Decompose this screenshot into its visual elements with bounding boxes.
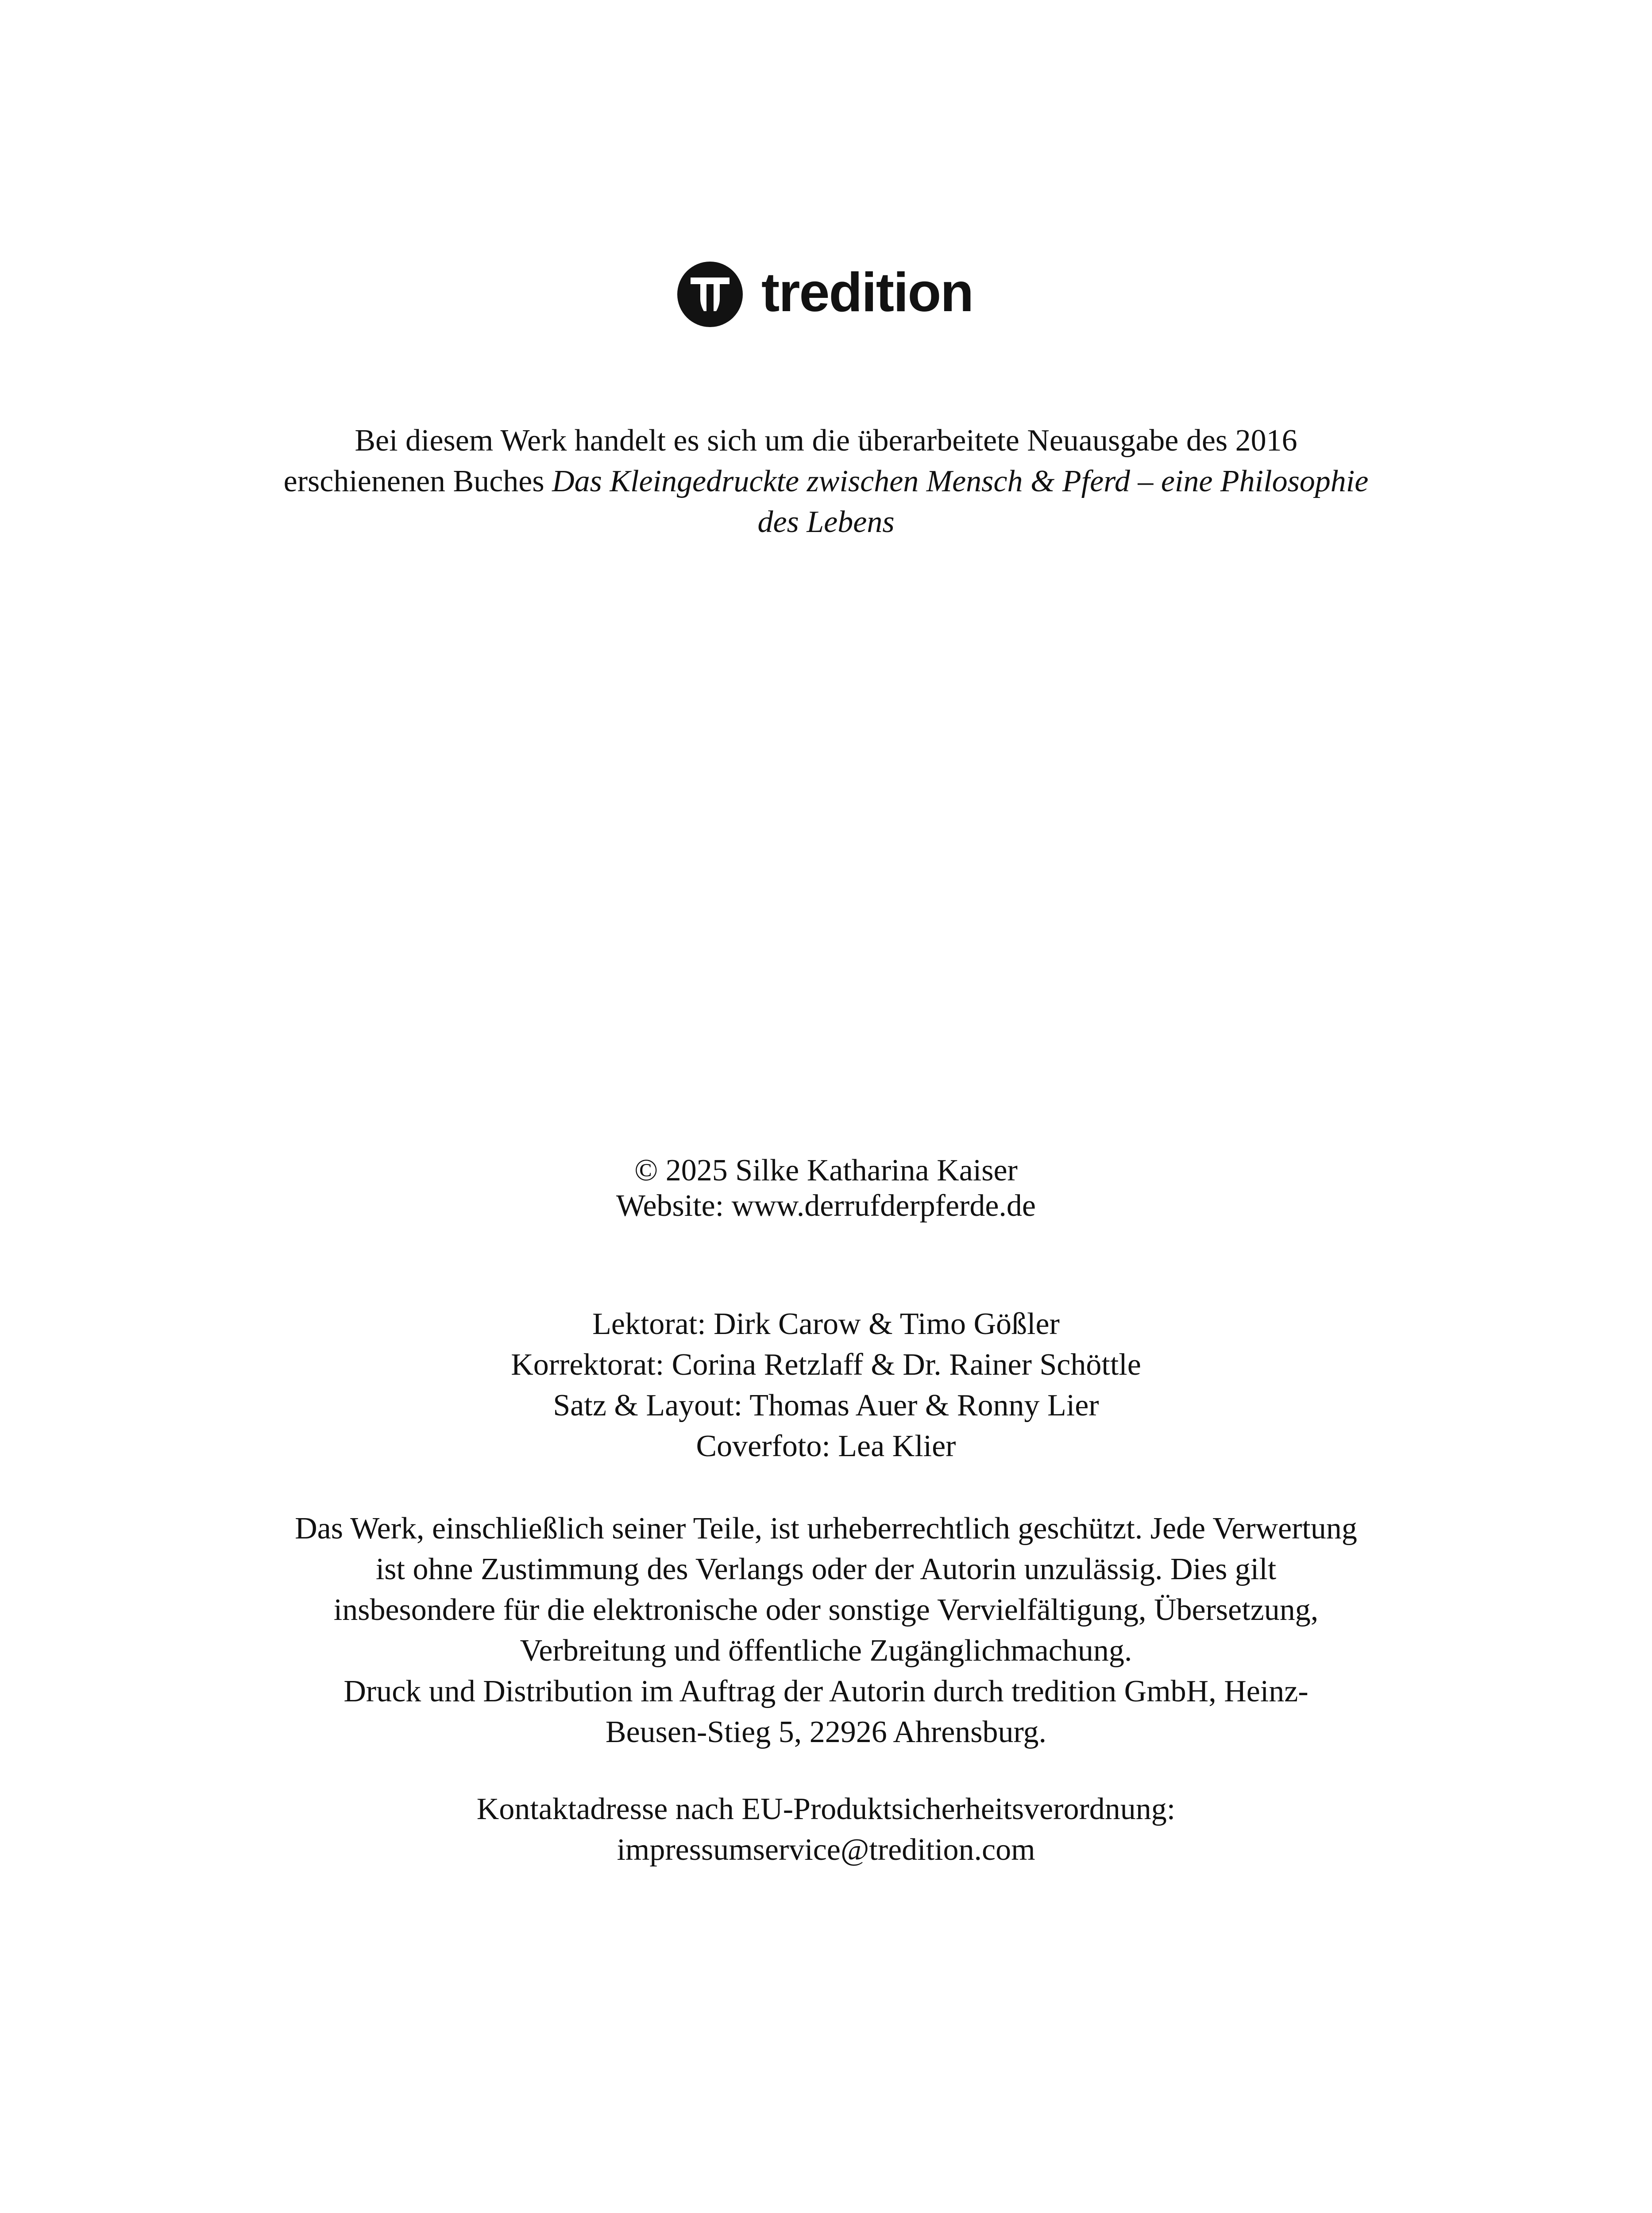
contact-block [0,1789,1652,1870]
edition-note-prefix: erschienenen Buches [283,464,552,498]
credits-block [0,1304,1652,1467]
contact-label: Kontaktadresse nach EU-Produktsicherheitsverordnung: [476,1792,1176,1826]
website-line: Website: www.derrufderpferde.de [616,1189,1036,1223]
credit-satz-layout: Satz & Layout: Thomas Auer & Ronny Lier [553,1388,1099,1423]
legal-line: Verbreitung und öffentliche Zugänglichmachung. [520,1634,1132,1668]
contact-email: impressumservice@tredition.com [617,1833,1035,1867]
previous-title-continued: des Lebens [757,505,895,539]
legal-line: Druck und Distribution im Auftrag der Autorin durch tredition GmbH, Heinz- [344,1674,1308,1708]
legal-line: ist ohne Zustimmung des Verlangs oder der Autorin unzulässig. Dies gilt [375,1552,1277,1586]
legal-line: Das Werk, einschließlich seiner Teile, ist urheberrechtlich geschützt. Jede Verwertung [295,1511,1357,1546]
credit-coverfoto: Coverfoto: Lea Klier [696,1429,956,1463]
legal-line: Beusen-Stieg 5, 22926 Ahrensburg. [605,1715,1047,1749]
edition-note-line-2 [0,461,1652,502]
previous-title: Das Kleingedruckte zwischen Mensch & Pferd – eine Philosophie [552,464,1369,498]
edition-note-line-1: Bei diesem Werk handelt es sich um die überarbeitete Neuausgabe des 2016 [355,424,1297,458]
legal-notice [0,1508,1652,1753]
copyright-line: © 2025 Silke Katharina Kaiser [634,1153,1018,1187]
edition-note [0,420,1652,543]
logo-wordmark: tredition [761,262,973,323]
credit-lektorat: Lektorat: Dirk Carow & Timo Gößler [592,1307,1060,1341]
tredition-logo-icon [677,262,743,327]
copyright-block [0,1153,1652,1224]
credit-korrektorat: Korrektorat: Corina Retzlaff & Dr. Rainer Schöttle [511,1348,1141,1382]
legal-line: insbesondere für die elektronische oder sonstige Vervielfältigung, Übersetzung, [333,1593,1319,1627]
publisher-logo [677,261,973,328]
